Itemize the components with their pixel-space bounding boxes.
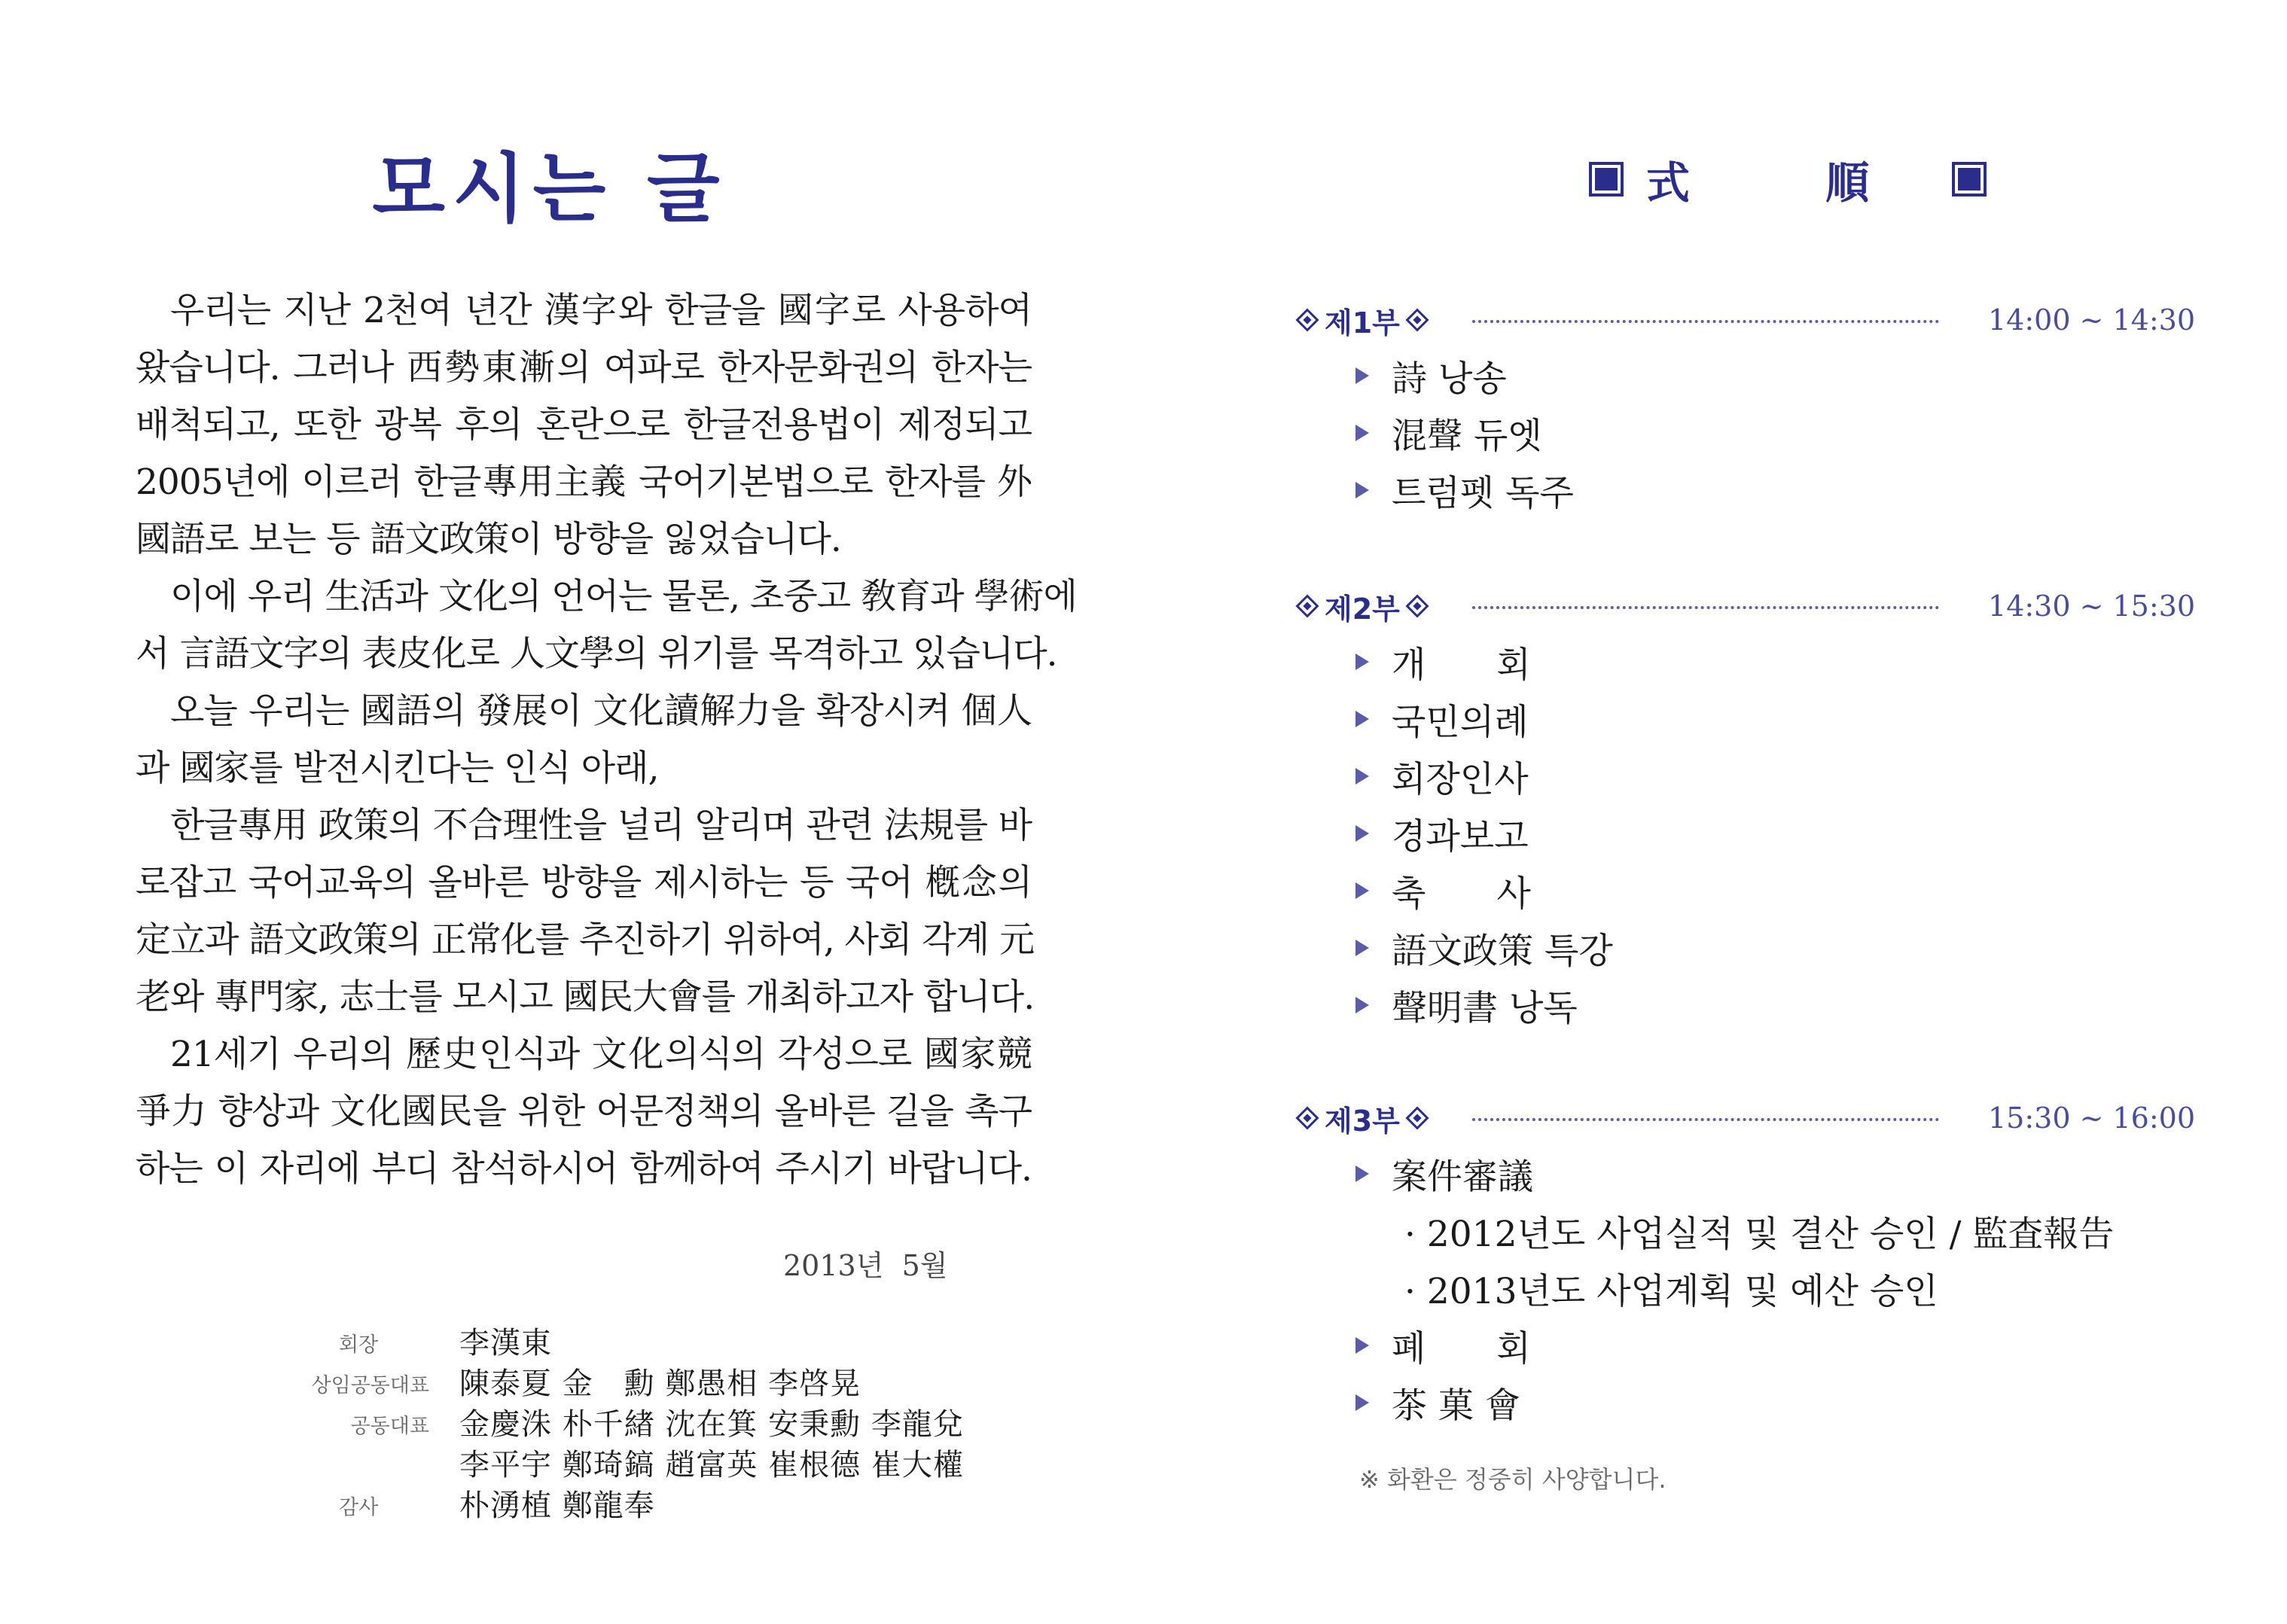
body-line: 21세기 우리의 歷史인식과 文化의식의 각성으로 國家競: [170, 1034, 1032, 1075]
triangle-bullet-icon: [1355, 768, 1369, 785]
triangle-bullet-icon: [1355, 1337, 1369, 1354]
program-title-text: 式 順: [1646, 157, 1930, 209]
officer-names: 陳泰夏 金 勳 鄭愚相 李啓晃: [459, 1367, 861, 1401]
program-title: [1589, 149, 1987, 209]
officer-role: 공동대표: [350, 1415, 429, 1438]
body-line: 서 言語文字의 表皮化로 人文學의 위기를 목격하고 있습니다.: [136, 633, 1057, 675]
body-line: 배척되고, 또한 광복 후의 혼란으로 한글전용법이 제정되고: [136, 404, 1032, 446]
body-line: 한글專用 政策의 不合理性을 널리 알리며 관련 法規를 바: [170, 805, 1032, 846]
officer-names: 李平宇 鄭琦鎬 趙富英 崔根德 崔大權: [459, 1448, 964, 1482]
section-time: 14:00 ~ 14:30: [1988, 303, 2196, 337]
triangle-bullet-icon: [1355, 482, 1369, 498]
program-subitem: · 2012년도 사업실적 및 결산 승인 / 監査報告: [1404, 1213, 2115, 1255]
triangle-bullet-icon: [1355, 425, 1369, 441]
body-line: 로잡고 국어교육의 올바른 방향을 제시하는 등 국어 槪念의: [136, 862, 1032, 903]
section-label: 제2부: [1325, 592, 1400, 626]
program-subitem: · 2013년도 사업계획 및 예산 승인: [1404, 1270, 1938, 1312]
officer-role: 상임공동대표: [311, 1374, 429, 1397]
invitation-date: 2013년 5월: [783, 1249, 948, 1282]
body-line: 오늘 우리는 國語의 發展이 文化讀解力을 확장시켜 個人: [170, 690, 1032, 732]
section-header: [1299, 1095, 2196, 1141]
program-item: 聲明書 낭독: [1299, 977, 2173, 1034]
officer-names: 金慶洙 朴千緖 沈在箕 安秉勳 李龍兌: [459, 1407, 964, 1442]
program-item: 混聲 듀엣: [1299, 404, 2173, 462]
program-item: 축 사: [1299, 862, 2173, 919]
program-item: 개 회: [1299, 633, 2173, 690]
body-line: 왔습니다. 그러나 西勢東漸의 여파로 한자문화권의 한자는: [136, 347, 1032, 388]
body-line: 하는 이 자리에 부디 참석하시어 함께하여 주시기 바랍니다.: [136, 1148, 1032, 1190]
body-line: 2005년에 이르러 한글專用主義 국어기본법으로 한자를 外: [136, 462, 1032, 503]
invitation-title: 모시는 글: [372, 144, 727, 233]
program-section-3: [1299, 1095, 2196, 1431]
diamond-icon: [1295, 594, 1319, 617]
program-section-2: [1299, 583, 2196, 1034]
diamond-icon: [1405, 594, 1429, 617]
program-item: 회장인사: [1299, 748, 2173, 805]
officer-role: 회장: [339, 1333, 379, 1357]
program-item: 국민의례: [1299, 690, 2173, 748]
triangle-bullet-icon: [1355, 654, 1369, 670]
section-label: 제1부: [1325, 306, 1400, 340]
dotted-leader: [1472, 606, 1939, 609]
triangle-bullet-icon: [1355, 882, 1369, 899]
triangle-bullet-icon: [1355, 997, 1369, 1013]
program-item: 트럼펫 독주: [1299, 462, 2173, 519]
section-label: 제3부: [1325, 1104, 1400, 1138]
program-item: 茶 菓 會: [1299, 1374, 2173, 1431]
section-time: 15:30 ~ 16:00: [1988, 1101, 2196, 1135]
triangle-bullet-icon: [1355, 711, 1369, 727]
triangle-bullet-icon: [1355, 1394, 1369, 1411]
diamond-icon: [1405, 308, 1429, 331]
square-bullet-icon: [1952, 162, 1987, 197]
section-header: [1299, 297, 2196, 343]
officer-names: 朴湧植 鄭龍奉: [459, 1488, 655, 1523]
square-bullet-icon: [1589, 162, 1624, 197]
section-time: 14:30 ~ 15:30: [1988, 590, 2196, 623]
body-line: 老와 專門家, 志士를 모시고 國民大會를 개최하고자 합니다.: [136, 977, 1035, 1018]
program-section-1: [1299, 297, 2196, 519]
body-line: 우리는 지난 2천여 년간 漢字와 한글을 國字로 사용하여: [170, 290, 1032, 331]
triangle-bullet-icon: [1355, 940, 1369, 956]
body-line: 爭力 향상과 文化國民을 위한 어문정책의 올바른 길을 촉구: [136, 1091, 1032, 1132]
triangle-bullet-icon: [1355, 1165, 1369, 1182]
program-item: 案件審議: [1299, 1145, 2173, 1202]
triangle-bullet-icon: [1355, 825, 1369, 842]
program-item: 폐 회: [1299, 1317, 2173, 1374]
wreath-note: ※ 화환은 정중히 사양합니다.: [1359, 1465, 1666, 1494]
section-header: [1299, 583, 2196, 629]
invitation-body: [136, 282, 1077, 1198]
dotted-leader: [1472, 320, 1939, 323]
triangle-bullet-icon: [1355, 367, 1369, 384]
body-line: 과 國家를 발전시킨다는 인식 아래,: [136, 748, 659, 789]
body-line: 이에 우리 生活과 文化의 언어는 물론, 초중고 敎育과 學術에: [170, 576, 1077, 617]
officer-names: 李漢東: [459, 1326, 552, 1360]
dotted-leader: [1472, 1118, 1939, 1121]
program-item: 語文政策 특강: [1299, 919, 2173, 977]
body-line: 定立과 語文政策의 正常化를 추진하기 위하여, 사회 각계 元: [136, 919, 1035, 961]
program-item: 경과보고: [1299, 805, 2173, 862]
diamond-icon: [1405, 1106, 1429, 1129]
body-line: 國語로 보는 등 語文政策이 방향을 잃었습니다.: [136, 519, 841, 560]
officer-role: 감사: [339, 1496, 379, 1519]
diamond-icon: [1295, 308, 1319, 331]
program-item: 詩 낭송: [1299, 347, 2173, 404]
diamond-icon: [1295, 1106, 1319, 1129]
